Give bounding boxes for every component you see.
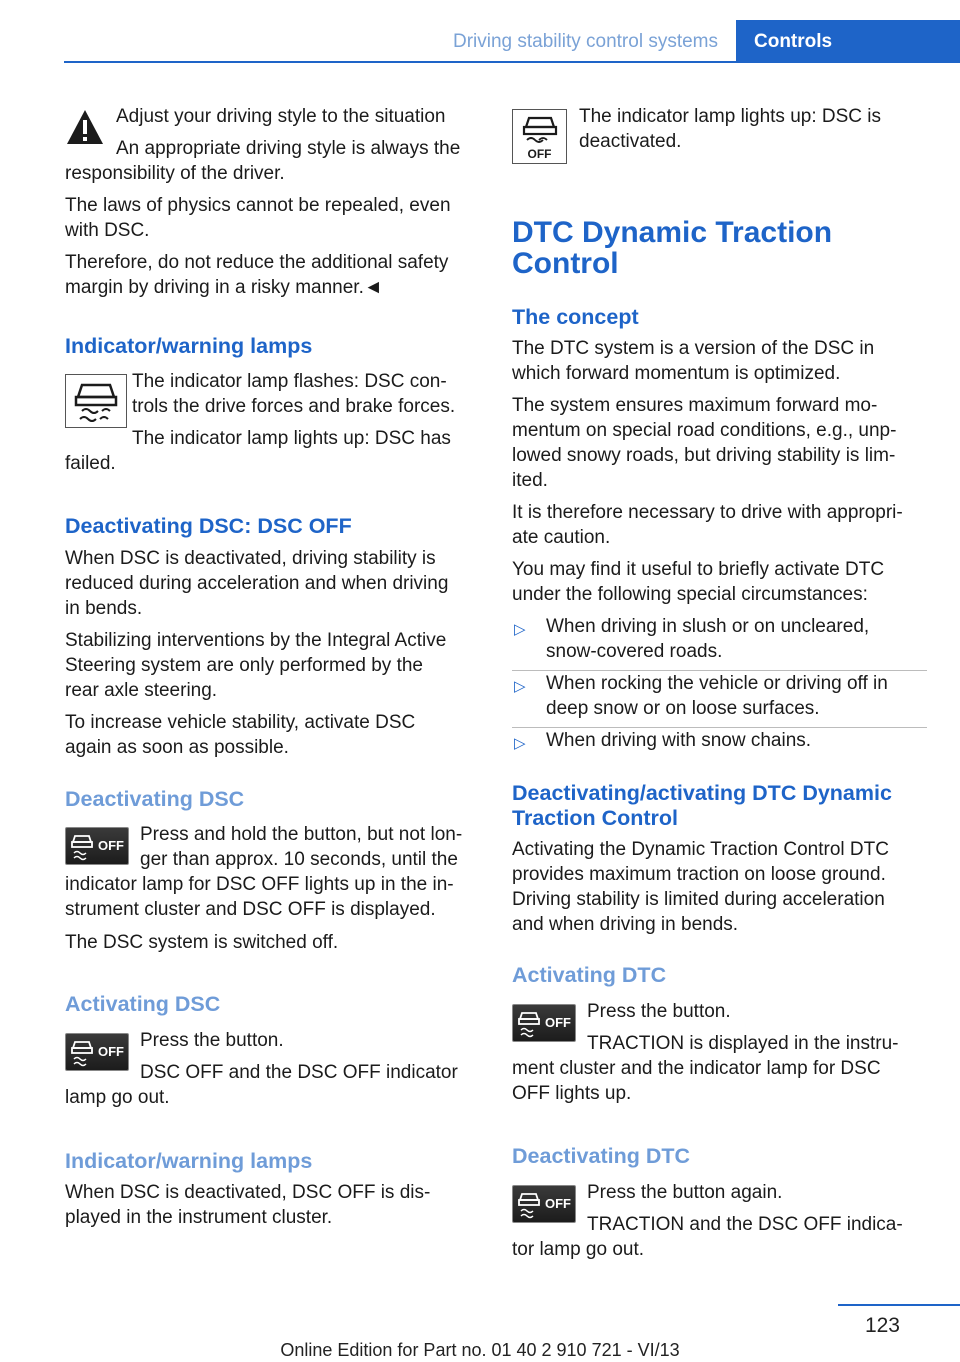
deactivating-activating-dtc-heading: Deactivating/activating DTC Dynamic [512, 781, 892, 805]
ind2-text-line: played in the instrument cluster. [65, 1207, 333, 1228]
dsc-indicator-lamp-icon [65, 374, 127, 428]
indicator-lamps-heading-2: Indicator/warning lamps [65, 1149, 313, 1173]
da-text-line: Driving stability is limited during acceleration [512, 889, 885, 910]
header-rule [64, 61, 960, 63]
deact-text-line: reduced during acceleration and when driving [65, 573, 449, 594]
caution-text-line: ate caution. [512, 527, 611, 548]
warning-text-line: responsibility of the driver. [65, 163, 285, 184]
lamp-text-line: The indicator lamp lights up: DSC is [579, 106, 882, 127]
flash-text-line: trols the drive forces and brake forces. [132, 396, 456, 417]
ensure-text-line: ited. [512, 470, 548, 491]
press-text-line: Press and hold the button, but not lon- [140, 824, 463, 845]
act-dtc-text-line: OFF lights up. [512, 1083, 632, 1104]
dsc-off-button-icon: OFF [512, 1004, 576, 1042]
svg-text:OFF: OFF [527, 147, 552, 161]
bullet-marker: ▷ [514, 735, 526, 752]
concept-text-line: The DTC system is a version of the DSC in [512, 338, 875, 359]
laws-text-line: The laws of physics cannot be repealed, even [65, 195, 451, 216]
bullet-text-line: snow-covered roads. [546, 641, 723, 662]
bullet-marker: ▷ [514, 621, 526, 638]
ind2-text-line: When DSC is deactivated, DSC OFF is dis- [65, 1182, 431, 1203]
ensure-text-line: mentum on special road conditions, e.g., unp- [512, 420, 897, 441]
activating-dtc-heading: Activating DTC [512, 963, 667, 987]
warning-text-line: An appropriate driving style is always the [116, 138, 461, 159]
act-text-line: DSC OFF and the DSC OFF indicator [140, 1062, 458, 1083]
da-text-line: and when driving in bends. [512, 914, 739, 935]
dsc-off-indicator-lamp-icon [512, 109, 567, 164]
page-number: 123 [864, 1314, 900, 1337]
deactivating-activating-dtc-heading: Traction Control [512, 806, 679, 830]
bullet-text-line: deep snow or on loose surfaces. [546, 698, 820, 719]
laws-text-line: with DSC. [65, 220, 150, 241]
deactivating-dtc-heading: Deactivating DTC [512, 1144, 691, 1168]
dtc-title: Control [512, 247, 619, 280]
dsc-off-button-icon: OFF [65, 1033, 129, 1071]
act-dtc-text-line: ment cluster and the indicator lamp for DSC [512, 1058, 881, 1079]
footer-rule [838, 1304, 960, 1306]
footer-edition-text: Online Edition for Part no. 01 40 2 910 721 - VI/13 [280, 1340, 680, 1360]
bullet-marker: ▷ [514, 678, 526, 695]
bullet-text-line: When driving in slush or on uncleared, [546, 616, 870, 637]
margin-text-line: margin by driving in a risky manner.◄ [65, 277, 383, 298]
dsc-off-button-icon: OFF [512, 1185, 576, 1223]
da-text-line: Activating the Dynamic Traction Control DTC [512, 839, 889, 860]
fail-text-line: The indicator lamp lights up: DSC has [132, 428, 451, 449]
bullet-text-line: When driving with snow chains. [546, 730, 812, 751]
incr-text-line: To increase vehicle stability, activate DSC [65, 712, 416, 733]
ensure-text-line: The system ensures maximum forward mo- [512, 395, 878, 416]
dsc-off-button-icon: OFF [65, 827, 129, 865]
deactivating-dsc-off-heading: Deactivating DSC: DSC OFF [65, 514, 352, 538]
warning-triangle-icon [65, 108, 105, 146]
deact-dtc-press-text: Press the button again. [587, 1182, 783, 1203]
act-press-text: Press the button. [140, 1030, 284, 1051]
activating-dsc-heading: Activating DSC [65, 992, 221, 1016]
header-section-title: Driving stability control systems [452, 31, 718, 52]
lamp-text-line: deactivated. [579, 131, 682, 152]
concept-heading: The concept [512, 305, 639, 329]
press-text-line: indicator lamp for DSC OFF lights up in the in- [65, 874, 454, 895]
press-text-line: ger than approx. 10 seconds, until the [140, 849, 458, 870]
deactivating-dsc-heading: Deactivating DSC [65, 787, 245, 811]
indicator-lamps-heading: Indicator/warning lamps [65, 334, 313, 358]
act-dtc-press-text: Press the button. [587, 1001, 731, 1022]
incr-text-line: again as soon as possible. [65, 737, 289, 758]
stab-text-line: Steering system are only performed by the [65, 655, 424, 676]
useful-text-line: You may find it useful to briefly activate DTC [512, 559, 885, 580]
act-dtc-text-line: TRACTION is displayed in the instru- [587, 1033, 899, 1054]
warning-title: Adjust your driving style to the situation [116, 106, 446, 127]
stab-text-line: rear axle steering. [65, 680, 218, 701]
caution-text-line: It is therefore necessary to drive with appropri- [512, 502, 903, 523]
dtc-title: DTC Dynamic Traction [512, 216, 833, 249]
act-text-line: lamp go out. [65, 1087, 170, 1108]
useful-text-line: under the following special circumstances: [512, 584, 868, 605]
press-text-line: strument cluster and DSC OFF is displayed. [65, 899, 436, 920]
margin-text-line: Therefore, do not reduce the additional safety [65, 252, 449, 273]
fail-text-line: failed. [65, 453, 116, 474]
bullet-text-line: When rocking the vehicle or driving off in [546, 673, 888, 694]
deact-dtc-text-line: tor lamp go out. [512, 1239, 645, 1260]
deact-text-line: in bends. [65, 598, 143, 619]
da-text-line: provides maximum traction on loose ground. [512, 864, 886, 885]
concept-text-line: which forward momentum is optimized. [512, 363, 841, 384]
deact-dtc-text-line: TRACTION and the DSC OFF indica- [587, 1214, 903, 1235]
deact-text-line: When DSC is deactivated, driving stability is [65, 548, 436, 569]
stab-text-line: Stabilizing interventions by the Integral Active [65, 630, 447, 651]
ensure-text-line: lowed snowy roads, but driving stability is lim- [512, 445, 896, 466]
flash-text-line: The indicator lamp flashes: DSC con- [132, 371, 447, 392]
header-chapter-tab: Controls [736, 20, 960, 62]
switched-off-text: The DSC system is switched off. [65, 932, 339, 953]
